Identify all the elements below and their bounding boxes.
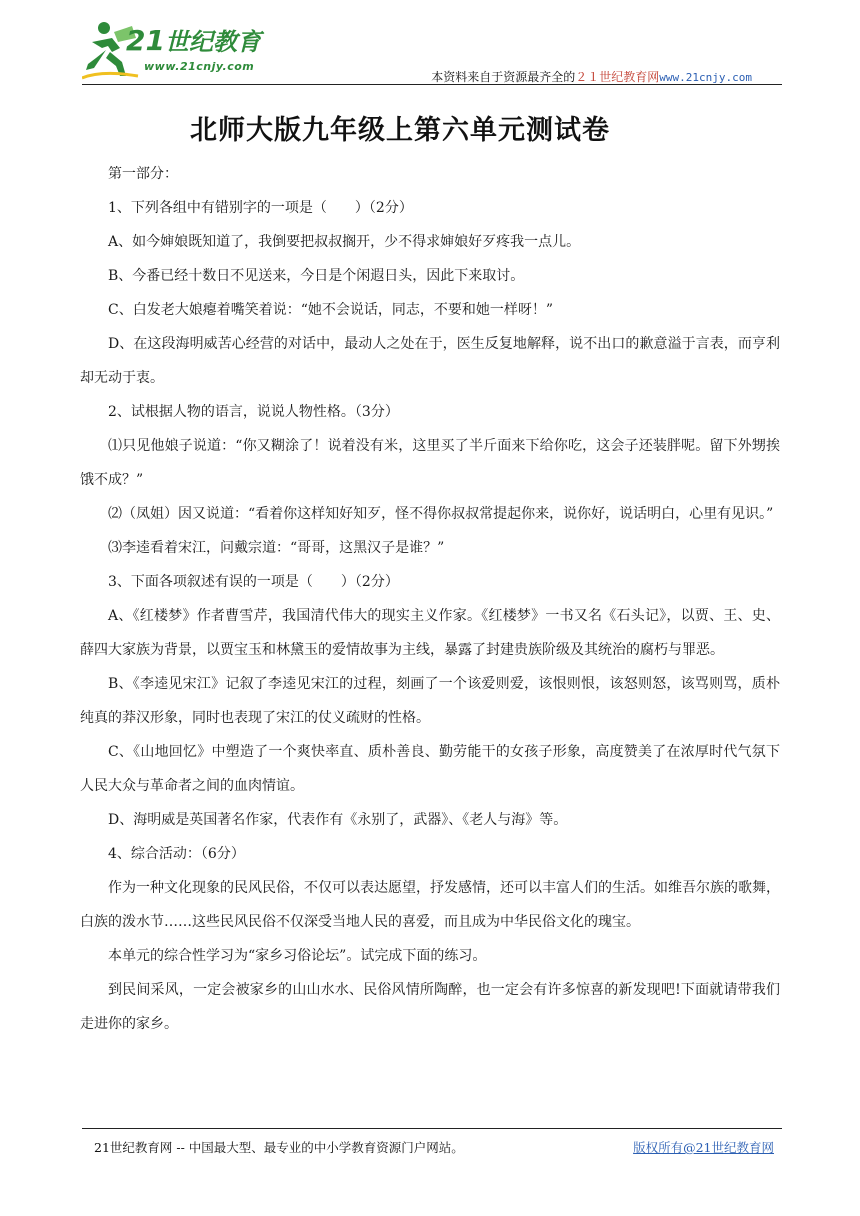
paragraph: 3、下面各项叙述有误的一项是（ ）（2分） <box>108 574 399 590</box>
paragraph: B、《李逵见宋江》记叙了李逵见宋江的过程，刻画了一个该爱则爱，该恨则恨，该怒则怒，该骂则骂，质朴纯真的莽汉形象，同时也表现了宋江的仗义疏财的性格。 <box>80 676 780 726</box>
document-body <box>80 157 780 1041</box>
paragraph: 4、综合活动：（6分） <box>108 846 245 862</box>
footer-copyright-link[interactable]: 版权所有@21世纪教育网 <box>633 1140 774 1155</box>
header-divider <box>82 84 782 85</box>
paragraph: D、在这段海明威苦心经营的对话中，最动人之处在于，医生反复地解释，说不出口的歉意溢于言表，而亨利却无动于衷。 <box>80 336 780 386</box>
footer-site-description: 21世纪教育网 -- 中国最大型、最专业的中小学教育资源门户网站。 <box>94 1140 464 1155</box>
header-note-url[interactable]: www.21cnjy.com <box>659 71 752 84</box>
paragraph: 第一部分： <box>108 166 178 182</box>
header-note-prefix: 本资料来自于资源最齐全的 <box>431 70 576 84</box>
paragraph: 2、试根据人物的语言，说说人物性格。（3分） <box>108 404 399 420</box>
header-source-note <box>431 68 752 85</box>
paragraph: A、如今婶娘既知道了，我倒要把叔叔搁开，少不得求婶娘好歹疼我一点儿。 <box>108 234 581 250</box>
paragraph: ⑶李逵看着宋江，问戴宗道：“哥哥，这黑汉子是谁？” <box>108 540 445 556</box>
logo-url: www.21cnjy.com <box>144 60 255 73</box>
paragraph: C、白发老大娘瘪着嘴笑着说：“她不会说话，同志，不要和她一样呀！” <box>108 302 554 318</box>
paragraph: 本单元的综合性学习为“家乡习俗论坛”。试完成下面的练习。 <box>108 948 487 964</box>
paragraph: 到民间采风，一定会被家乡的山山水水、民俗风情所陶醉，也一定会有许多惊喜的新发现吧!下面就请带我们走进你的家乡。 <box>80 982 780 1032</box>
paragraph: ⑵（凤姐）因又说道：“看着你这样知好知歹，怪不得你叔叔常提起你来，说你好，说话明白，心里有见识。” <box>108 506 774 522</box>
paragraph: B、今番已经十数日不见送来，今日是个闲遐日头，因此下来取讨。 <box>108 268 525 284</box>
header-note-brand[interactable]: ２１世纪教育网 <box>575 70 660 84</box>
paragraph: C、《山地回忆》中塑造了一个爽快率直、质朴善良、勤劳能干的女孩子形象，高度赞美了在浓厚时代气氛下人民大众与革命者之间的血肉情谊。 <box>80 744 780 794</box>
paragraph: D、海明威是英国著名作家，代表作有《永别了，武器》、《老人与海》等。 <box>108 812 568 828</box>
paragraph: 1、下列各组中有错别字的一项是（ ）（2分） <box>108 200 413 216</box>
document-title: 北师大版九年级上第六单元测试卷 <box>190 115 610 146</box>
logo-wordmark: 21世纪教育 <box>126 24 261 57</box>
site-logo <box>82 18 282 84</box>
paragraph: 作为一种文化现象的民风民俗，不仅可以表达愿望，抒发感情，还可以丰富人们的生活。如维吾尔族的歌舞，白族的泼水节……这些民风民俗不仅深受当地人民的喜爱，而且成为中华民俗文化的瑰宝。 <box>80 880 780 930</box>
paragraph: ⑴只见他娘子说道：“你又糊涂了！说着没有米，这里买了半斤面来下给你吃，这会子还装胖呢。留下外甥挨饿不成？” <box>80 438 780 488</box>
paragraph: A、《红楼梦》作者曹雪芹，我国清代伟大的现实主义作家。《红楼梦》一书又名《石头记》，以贾、王、史、薛四大家族为背景，以贾宝玉和林黛玉的爱情故事为主线，暴露了封建贵族阶级及其统治的腐朽与罪恶。 <box>80 608 780 658</box>
footer-divider <box>82 1128 782 1129</box>
